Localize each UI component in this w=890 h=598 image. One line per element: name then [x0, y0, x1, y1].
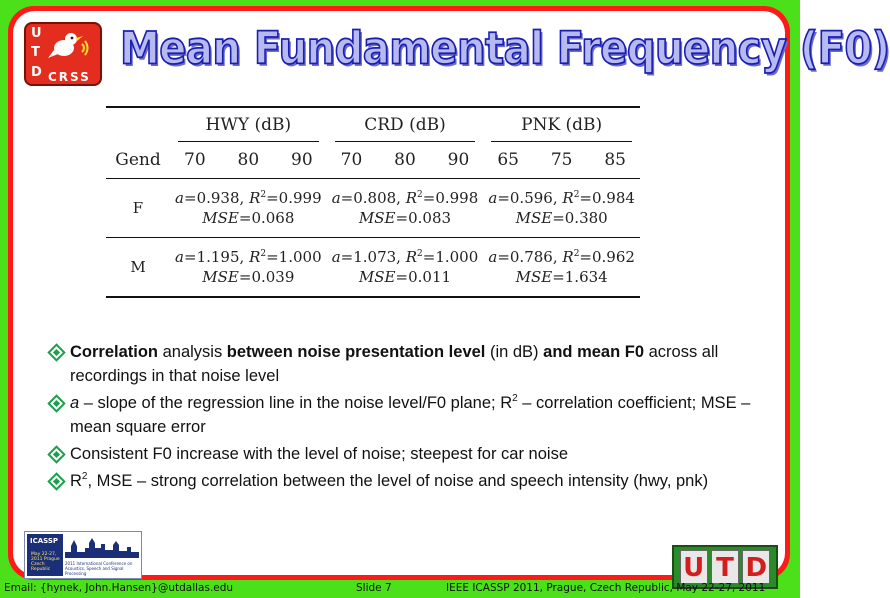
diamond-bullet-icon	[47, 472, 65, 490]
level-value: 90	[291, 150, 313, 170]
a-value: 0.808	[353, 189, 397, 207]
mse-value: 0.083	[408, 209, 452, 227]
icassp-logo-panel	[27, 534, 63, 576]
level-value: 70	[184, 150, 206, 170]
table-level-row	[106, 142, 640, 179]
stat-cell: a=1.073, $R^2=1.000$ MSE=0.011	[331, 248, 479, 286]
r2-value: 0.999	[278, 189, 322, 207]
stat-cell: a=0.596, $R^2=0.984$ MSE=0.380	[488, 189, 635, 227]
levels-hwy	[170, 142, 327, 179]
r2-value: 0.962	[592, 248, 635, 266]
utd-letter-d: D	[742, 550, 770, 584]
logo-crss-text: CRSS	[48, 70, 91, 84]
bullet-list	[48, 340, 778, 496]
diamond-bullet-icon	[47, 394, 65, 412]
level-value: 80	[237, 150, 260, 170]
utd-crss-logo	[24, 22, 102, 86]
footer-conference: IEEE ICASSP 2011, Prague, Czech Republic, May 22-27, 2011	[446, 582, 766, 594]
slide-title: Mean Fundamental Frequency (F0)	[120, 23, 890, 75]
stat-cell: a=0.808, $R^2=0.998$ MSE=0.083	[331, 189, 479, 227]
icassp-logo-dates: May 22-27, 2011 Prague Czech Republic	[31, 552, 60, 572]
table-row-male	[106, 238, 640, 298]
r2-value: 1.000	[435, 248, 479, 266]
mse-value: 1.634	[564, 268, 608, 286]
stat-cell: a=0.938, $R^2=0.999$ MSE=0.068	[175, 189, 322, 227]
diamond-bullet-icon	[47, 445, 65, 463]
stat-cell: a=1.195, $R^2=1.000$ MSE=0.039	[175, 248, 322, 286]
prague-skyline-icon	[65, 538, 139, 558]
utd-letter-u: U	[680, 550, 708, 584]
gender-label-m: M	[130, 258, 146, 276]
group-header-pnk: PNK (dB)	[483, 107, 640, 142]
stat-cell: a=0.786, $R^2=0.962$ MSE=1.634	[488, 248, 635, 286]
r2-value: 1.000	[278, 248, 322, 266]
gender-label-f: F	[132, 199, 144, 217]
group-header-hwy: HWY (dB)	[170, 107, 327, 142]
a-value: 1.195	[196, 248, 240, 266]
level-value: 80	[394, 150, 416, 170]
gend-label: Gend	[115, 150, 161, 170]
r2-value: 0.998	[435, 189, 479, 207]
footer-email: Email: {hynek, John.Hansen}@utdallas.edu	[4, 582, 234, 594]
level-value: 65	[497, 150, 519, 170]
regression-table	[106, 106, 640, 298]
group-header-crd: CRD (dB)	[327, 107, 484, 142]
icassp-logo-name: ICASSP	[30, 537, 59, 545]
bullet-item: Correlation analysis between noise presentation level (in dB) and mean F0 across all recordings in that noise level	[48, 340, 778, 388]
results-table	[106, 106, 640, 296]
levels-crd	[327, 142, 484, 179]
logo-letter-u: U	[31, 26, 42, 41]
a-value: 0.938	[196, 189, 240, 207]
bullet-item: Consistent F0 increase with the level of noise; steepest for car noise	[48, 442, 778, 466]
mse-value: 0.380	[564, 209, 608, 227]
footer-slide-number: Slide 7	[356, 582, 392, 594]
diamond-bullet-icon	[47, 343, 65, 361]
mse-value: 0.011	[408, 268, 452, 286]
bird-sound-icon	[46, 28, 90, 64]
levels-pnk	[483, 142, 640, 179]
level-value: 70	[340, 150, 363, 170]
icassp-logo-tagline: 2011 International Conference on Acoustics, Speech and Signal Processing	[65, 561, 133, 576]
mse-value: 0.068	[251, 209, 295, 227]
r2-value: 0.984	[592, 189, 635, 207]
table-group-header-row	[106, 107, 640, 142]
level-value: 85	[604, 150, 626, 170]
icassp-logo	[24, 531, 142, 579]
logo-letter-t: T	[31, 45, 40, 60]
level-value: 75	[550, 150, 573, 170]
table-row-female	[106, 179, 640, 238]
level-value: 90	[447, 150, 470, 170]
table-corner-cell	[106, 107, 170, 142]
mse-value: 0.039	[251, 268, 295, 286]
a-value: 0.786	[509, 248, 553, 266]
a-value: 1.073	[353, 248, 397, 266]
logo-letter-d: D	[31, 65, 42, 80]
bullet-item: a – slope of the regression line in the noise level/F0 plane; $R^2$ – correlation coefficient; MSE – mean square error	[48, 391, 778, 439]
bullet-item: $R^2$, MSE – strong correlation between the level of noise and speech intensity (hwy, pnk)	[48, 469, 778, 493]
a-value: 0.596	[509, 189, 553, 207]
utd-letter-t: T	[711, 550, 739, 584]
